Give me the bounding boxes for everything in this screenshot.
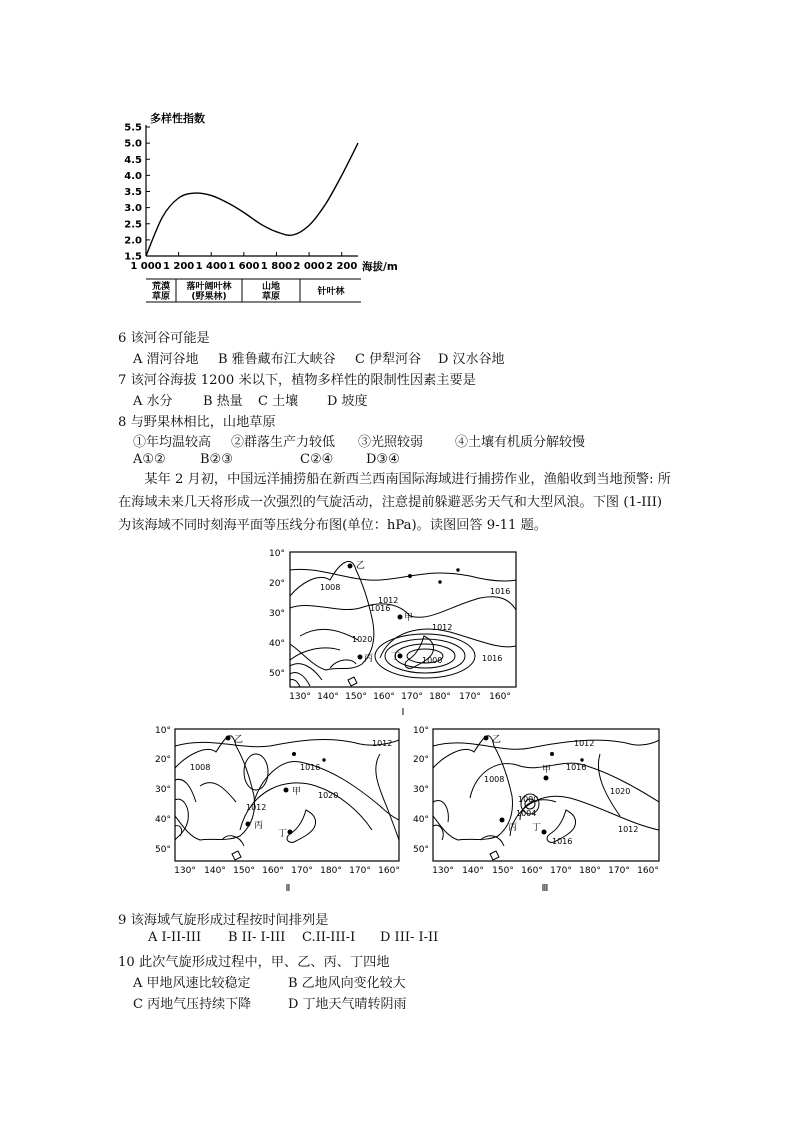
- map-3: [413, 726, 659, 894]
- q6-option-a: A 渭河谷地: [133, 352, 199, 367]
- australia-coast: [290, 561, 374, 670]
- lat-tick: 20°: [269, 579, 285, 589]
- map-2: [155, 726, 400, 894]
- place-jia: 甲: [292, 787, 302, 797]
- lat-tick: 40°: [269, 639, 285, 649]
- lon-tick: 180°: [429, 692, 451, 702]
- isobar-label: 1012: [378, 596, 399, 605]
- lon-tick: 160°: [521, 866, 543, 876]
- zone-label: 山地: [261, 282, 281, 292]
- place-bing: 丙: [364, 654, 374, 664]
- lat-tick: 40°: [413, 815, 429, 825]
- place-ding: 丁: [532, 823, 542, 833]
- q9-option-c: C.II-III-I: [302, 930, 356, 945]
- tasmania: [348, 677, 357, 686]
- q8-option-a: A①②: [133, 452, 166, 467]
- lon-tick: 160°: [262, 866, 284, 876]
- lat-tick: 50°: [269, 669, 285, 679]
- lat-tick: 10°: [413, 726, 429, 736]
- q6-option-d: D 汉水谷地: [438, 352, 505, 367]
- q8-statement-3: ③光照较弱: [358, 435, 424, 450]
- lon-tick: 180°: [579, 866, 601, 876]
- q8-statement-1: ①年均温较高: [133, 435, 212, 450]
- lat-tick: 30°: [269, 609, 285, 619]
- place-bing: 丙: [254, 821, 264, 831]
- lon-tick: 150°: [233, 866, 255, 876]
- q9-option-d: D III- I-II: [380, 930, 439, 945]
- isobar-label: 1008: [190, 763, 211, 772]
- isobar-label: 1012: [246, 803, 267, 812]
- zone-label: (野果林): [191, 292, 227, 302]
- zone-label: 针叶林: [317, 287, 345, 297]
- x-tick-label: 1 000: [130, 261, 162, 272]
- diversity-chart: [118, 105, 398, 310]
- q8-option-b: B②③: [200, 452, 233, 467]
- lon-tick: 130°: [174, 866, 196, 876]
- map-1: [269, 549, 516, 718]
- y-tick-label: 5.5: [124, 122, 142, 134]
- zone-label: 草原: [151, 292, 171, 302]
- zone-label: 荒漠: [151, 282, 171, 292]
- x-tick-label: 2 200: [326, 261, 358, 272]
- y-tick-label: 3.0: [124, 203, 142, 215]
- isobar-label: 1000: [422, 656, 443, 665]
- place-yi: 乙: [356, 561, 366, 571]
- lat-tick: 30°: [413, 785, 429, 795]
- isobar-label: 1012: [432, 623, 453, 632]
- zone-label: 草原: [261, 292, 281, 302]
- lat-tick: 50°: [155, 845, 171, 855]
- map-label: Ⅱ: [285, 883, 291, 894]
- q6-stem: 6 该河谷可能是: [118, 331, 210, 346]
- q10-option-b: B 乙地风向变化较大: [288, 976, 406, 991]
- y-tick-label: 4.5: [124, 154, 142, 166]
- q8-statement-2: ②群落生产力较低: [231, 435, 336, 450]
- lon-tick: 170°: [401, 692, 423, 702]
- chart-xlabel: 海拔/m: [362, 261, 398, 273]
- q6-option-c: C 伊犁河谷: [355, 352, 422, 367]
- q10-option-d: D 丁地天气晴转阴雨: [288, 997, 407, 1012]
- series-line: [146, 143, 358, 256]
- isobar-label: 1016: [370, 604, 391, 613]
- isobar-label: 1008: [320, 583, 341, 592]
- isobar-label: 1020: [318, 791, 339, 800]
- isobar-label: 1016: [300, 763, 321, 772]
- x-tick-label: 1 200: [162, 261, 195, 272]
- q10-option-a: A 甲地风速比较稳定: [133, 976, 251, 991]
- isobar-label: 1020: [610, 787, 631, 796]
- y-tick-label: 1.5: [124, 251, 142, 263]
- x-tick-label: 2 000: [293, 261, 325, 272]
- lon-tick: 130°: [432, 866, 454, 876]
- q8-option-c: C②④: [300, 452, 334, 467]
- isobar-label: 1016: [482, 654, 503, 663]
- lat-tick: 10°: [155, 726, 171, 736]
- q7-option-d: D 坡度: [327, 394, 368, 409]
- q7-option-c: C 土壤: [258, 394, 299, 409]
- lon-tick: 140°: [317, 692, 339, 702]
- q7-stem: 7 该河谷海拔 1200 米以下，植物多样性的限制性因素主要是: [118, 373, 476, 388]
- chart-ylabel: 多样性指数: [150, 112, 205, 125]
- q10-stem: 10 此次气旋形成过程中，甲、乙、丙、丁四地: [118, 955, 390, 970]
- isobar-label: 1016: [490, 587, 511, 596]
- tasmania: [490, 851, 499, 860]
- x-tick-label: 1 600: [228, 261, 260, 272]
- lon-tick: 180°: [320, 866, 342, 876]
- place-yi: 乙: [492, 735, 502, 745]
- place-yi: 乙: [234, 735, 244, 745]
- lon-tick: 160°: [378, 866, 400, 876]
- place-jia: 甲: [542, 765, 552, 775]
- y-tick-label: 5.0: [124, 138, 142, 150]
- y-tick-label: 4.0: [124, 170, 142, 182]
- q8-option-d: D③④: [366, 452, 400, 467]
- lat-tick: 20°: [413, 755, 429, 765]
- lon-tick: 140°: [204, 866, 226, 876]
- isobar-label: 1012: [574, 739, 595, 748]
- q6-option-b: B 雅鲁藏布江大峡谷: [218, 352, 336, 367]
- isobar-label: 1000: [518, 795, 539, 804]
- lon-tick: 170°: [550, 866, 572, 876]
- q8-stem: 8 与野果林相比，山地草原: [118, 415, 276, 430]
- isobar-label: 1016: [552, 837, 573, 846]
- lat-tick: 40°: [155, 815, 171, 825]
- q9-option-b: B II- I-III: [228, 930, 286, 945]
- lon-tick: 170°: [291, 866, 313, 876]
- lat-tick: 20°: [155, 755, 171, 765]
- lon-tick: 150°: [345, 692, 367, 702]
- lon-tick: 170°: [459, 692, 481, 702]
- isobar-label: 1012: [618, 825, 639, 834]
- place-bing: 丙: [508, 823, 518, 833]
- map-label: I: [401, 707, 405, 718]
- zone-label: 落叶阔叶林: [186, 282, 232, 292]
- q7-option-b: B 热量: [203, 394, 243, 409]
- isobar-maps: [0, 540, 794, 900]
- place-ding: 丁: [278, 829, 288, 839]
- isobar-label: 1012: [372, 739, 393, 748]
- passage: 某年 2 月初，中国远洋捕捞船在新西兰西南国际海域进行捕捞作业，渔船收到当地预警: 所在海域未来几天将形成一次强烈的气旋活动，注意提前躲避恶劣天气和大型风浪。下图 (1-III) 为该海域不同时刻海平面等压线分布图(单位：hPa)。读图回答 9-11 题。: [118, 472, 671, 533]
- q9-stem: 9 该海域气旋形成过程按时间排列是: [118, 913, 329, 928]
- x-tick-label: 1 400: [195, 261, 227, 272]
- place-jia: 甲: [404, 613, 414, 623]
- isobar-label: 1008: [484, 775, 505, 784]
- lon-tick: 160°: [489, 692, 511, 702]
- q10-option-c: C 丙地气压持续下降: [133, 997, 252, 1012]
- q9-option-a: A I-II-III: [148, 930, 202, 945]
- place-ding: 丁: [391, 652, 401, 662]
- y-tick-label: 2.0: [124, 235, 142, 247]
- lat-tick: 50°: [413, 845, 429, 855]
- isobar-label: 1016: [566, 763, 587, 772]
- y-tick-label: 3.5: [124, 187, 142, 198]
- lon-tick: 160°: [637, 866, 659, 876]
- q7-option-a: A 水分: [133, 394, 173, 409]
- isobar-label: 1004: [516, 809, 537, 818]
- lon-tick: 140°: [462, 866, 484, 876]
- x-tick-label: 1 800: [260, 261, 293, 272]
- lon-tick: 130°: [289, 692, 311, 702]
- isobar-label: 1020: [352, 635, 373, 644]
- q8-statement-4: ④土壤有机质分解较慢: [455, 435, 586, 450]
- lat-tick: 10°: [269, 549, 285, 559]
- lon-tick: 170°: [608, 866, 630, 876]
- lon-tick: 160°: [373, 692, 395, 702]
- lat-tick: 30°: [155, 785, 171, 795]
- lon-tick: 150°: [492, 866, 514, 876]
- y-tick-label: 2.5: [124, 219, 142, 231]
- map-label: Ⅲ: [541, 883, 549, 894]
- zone-table: [146, 279, 361, 302]
- tasmania: [232, 851, 241, 860]
- lon-tick: 170°: [349, 866, 371, 876]
- new-zealand: [287, 810, 316, 842]
